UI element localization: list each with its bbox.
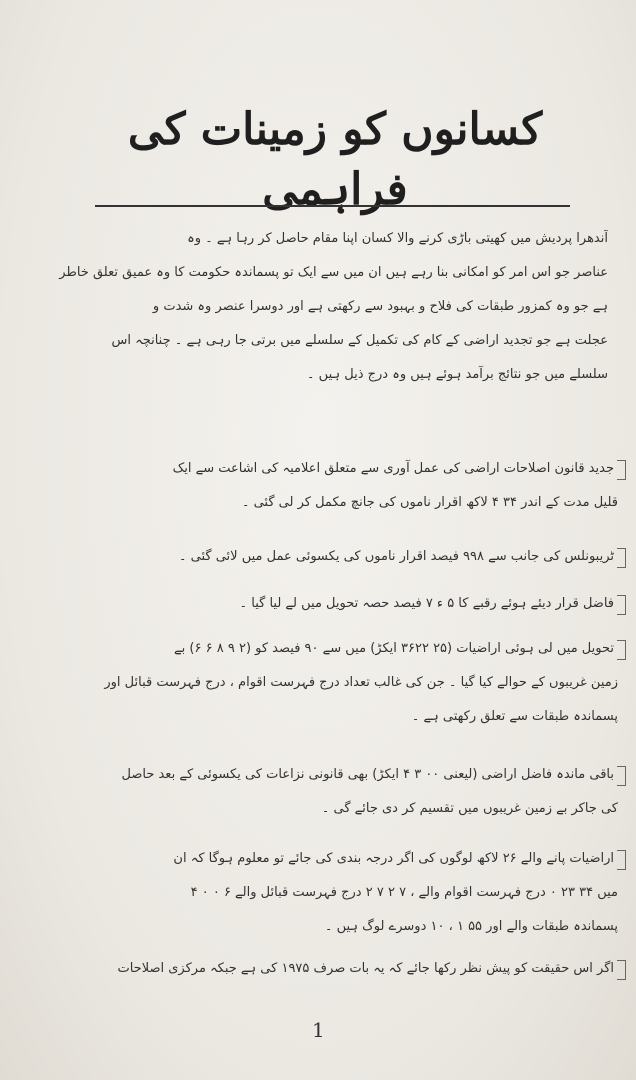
list-item-line: اراضیات پانے والے ۲۶ لاکھ لوگوں کی اگر درجہ بندی کی جائے تو معلوم ہوگا کہ ان — [173, 851, 614, 866]
page-title: کسانوں کو زمینات کی فراہمی — [127, 104, 543, 215]
list-item — [28, 758, 618, 826]
list-item-line: تحویل میں لی ہوئی اراضیات (۲۵ ۳۶۲۲ ایکڑ) میں سے ۹۰ فیصد کو (۲ ۹ ۸ ۶ ۶) بے — [174, 641, 614, 656]
list-item — [28, 842, 618, 944]
list-item-line: میں ۳۴ ۲۳ ۰ درج فہرست اقوام والے ، ۷ ۲ ۷ ۲ درج فہرست قبائل والے ۶ ۰ ۰ ۴ — [190, 885, 618, 900]
list-bracket-marker — [617, 766, 626, 786]
intro-line: سلسلے میں جو نتائج برآمد ہوئے ہیں وہ درج ذیل ہیں ۔ — [306, 367, 608, 382]
list-item-line: کی جاکر بے زمین غریبوں میں تقسیم کر دی جائے گی ۔ — [321, 801, 618, 816]
list-item — [28, 587, 618, 621]
list-bracket-marker — [617, 595, 626, 615]
list-item-line: ٹریبونلس کی جانب سے ۹۹۸ فیصد اقرار ناموں کی یکسوئی عمل میں لائی گئی ۔ — [178, 549, 614, 564]
list-bracket-marker — [617, 460, 626, 480]
intro-line: عناصر جو اس امر کو امکانی بنا رہے ہیں ان میں سے ایک تو پسماندہ حکومت کا وہ عمیق تعلق خاطر — [59, 265, 608, 280]
list-item-line: جدید قانون اصلاحات اراضی کی عمل آوری سے متعلق اعلامیہ کی اشاعت سے ایک — [172, 461, 614, 476]
list-bracket-marker — [617, 640, 626, 660]
title-underline — [95, 205, 570, 207]
list-item-line: قلیل مدت کے اندر ۳۴ ۴ لاکھ اقرار ناموں کی جانچ مکمل کر لی گئی ۔ — [241, 495, 618, 510]
list-bracket-marker — [617, 548, 626, 568]
list-item-line: پسماندہ طبقات والے اور ۵۵ ۱ ، ۱۰ دوسرے لوگ ہیں ۔ — [324, 919, 618, 934]
list-item — [28, 540, 618, 574]
list-item-line: اگر اس حقیقت کو پیش نظر رکھا جائے کہ یہ بات صرف ۱۹۷۵ کی ہے جبکہ مرکزی اصلاحات — [117, 961, 614, 976]
page-number: 1 — [312, 1018, 325, 1042]
list-item — [28, 632, 618, 734]
list-bracket-marker — [617, 850, 626, 870]
list-item-line: زمین غریبوں کے حوالے کیا گیا ۔ جن کی غالب تعداد درج فہرست اقوام ، درج فہرست قبائل اور — [104, 675, 618, 690]
list-item-line: فاضل قرار دیئے ہوئے رقبے کا ۵ ء ۷ فیصد حصہ تحویل میں لے لیا گیا ۔ — [239, 596, 614, 611]
intro-paragraph — [34, 222, 608, 392]
intro-line: عجلت ہے جو تجدید اراضی کے کام کی تکمیل کے سلسلے میں برتی جا رہی ہے ۔ چنانچہ اس — [111, 333, 608, 348]
intro-line: آندھرا پردیش میں کھیتی باڑی کرنے والا کسان اپنا مقام حاصل کر رہا ہے ۔ وہ — [187, 231, 608, 246]
list-item-line: باقی ماندہ فاضل اراضی (لیعنی ۰۰ ۳ ۴ ایکڑ) بھی قانونی نزاعات کی یکسوئی کے بعد حاصل — [121, 767, 614, 782]
list-bracket-marker — [617, 960, 626, 980]
list-item — [28, 952, 618, 986]
intro-line: ہے جو وہ کمزور طبقات کی فلاح و بہبود سے رکھتی ہے اور دوسرا عنصر وہ شدت و — [152, 299, 608, 314]
list-item — [28, 452, 618, 520]
list-item-line: پسماندہ طبقات سے تعلق رکھتی ہے ۔ — [411, 709, 618, 724]
